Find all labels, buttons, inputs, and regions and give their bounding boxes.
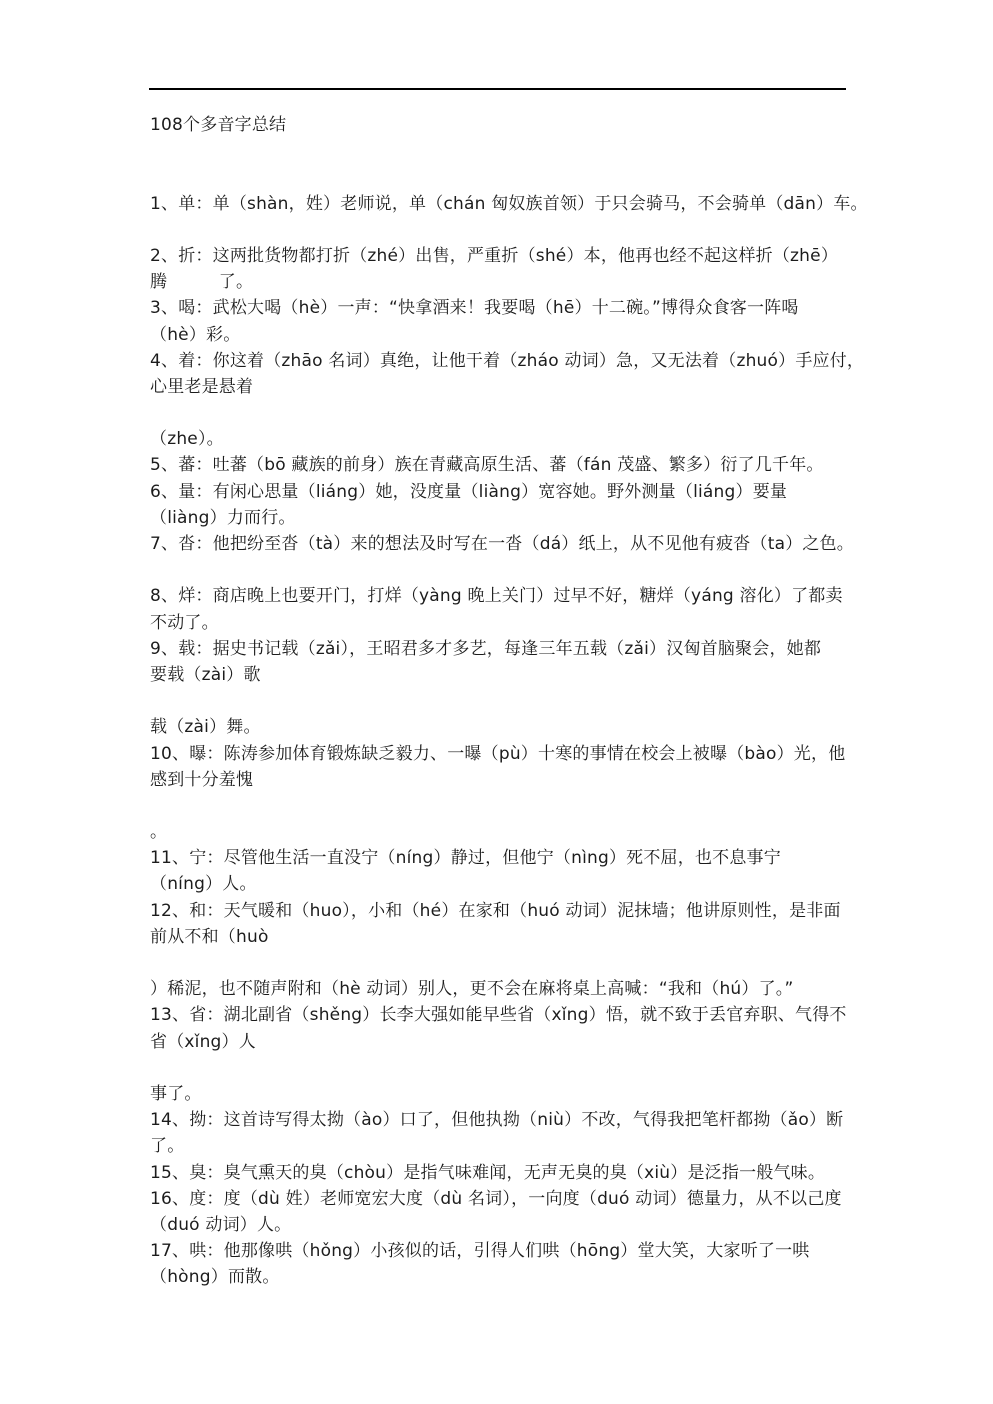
blank-line bbox=[150, 164, 862, 190]
text-line-item-11-cont: （níng）人。 bbox=[150, 874, 257, 895]
text-line-item-8: 8、烊：商店晚上也要开门，打烊（yàng 晚上关门）过早不好，糖烊（yáng 溶化）了都卖 bbox=[150, 586, 843, 607]
text-line-item-13: 13、省：湖北副省（shěng）长李大强如能早些省（xǐng）悟，就不致于丢官弃职、气得不 bbox=[150, 1005, 847, 1026]
text-line-item-12-cont2: ）稀泥，也不随声附和（hè 动词）别人，更不会在麻将桌上高喊：“我和（hú）了。” bbox=[150, 979, 794, 1000]
text-line-item-16-cont: （duó 动词）人。 bbox=[150, 1214, 292, 1235]
blank-line bbox=[150, 557, 862, 583]
text-line-item-4-cont2: （zhe）。 bbox=[150, 429, 224, 450]
text-line-item-4-cont: 心里老是悬着 bbox=[150, 376, 254, 397]
blank-line bbox=[150, 138, 862, 164]
blank-line bbox=[150, 400, 862, 426]
document-body bbox=[150, 112, 868, 1290]
text-line-item-10: 10、曝：陈涛参加体育锻炼缺乏毅力、一曝（pù）十寒的事情在校会上被曝（bào）光，他 bbox=[150, 743, 846, 764]
text-line-item-2: 2、折：这两批货物都打折（zhé）出售，严重折（shé）本，他再也经不起这样折（zhē） bbox=[150, 245, 839, 266]
text-line-item-13-cont2: 事了。 bbox=[150, 1083, 202, 1104]
header-separator-rule bbox=[149, 88, 846, 90]
blank-line bbox=[150, 1055, 862, 1081]
text-line-item-7: 7、沓：他把纷至沓（tà）来的想法及时写在一沓（dá）纸上，从不见他有疲沓（ta）之色。 bbox=[150, 534, 854, 554]
text-line-item-8-cont: 不动了。 bbox=[150, 612, 219, 633]
blank-line bbox=[150, 950, 862, 976]
text-line-item-16: 16、度：度（dù 姓）老师宽宏大度（dù 名词），一向度（duó 动词）德量力，从不以己度 bbox=[150, 1188, 842, 1209]
text-line-item-17-cont: （hòng）而散。 bbox=[150, 1267, 280, 1288]
text-line-item-2-cont: 腾 了。 bbox=[150, 272, 254, 293]
text-line-item-3: 3、喝：武松大喝（hè）一声：“快拿酒来！我要喝（hē）十二碗。”博得众食客一阵喝 bbox=[150, 298, 799, 319]
text-line-item-1: 1、单：单（shàn，姓）老师说，单（chán 匈奴族首领）于只会骑马，不会骑单（dān）车。 bbox=[150, 193, 868, 214]
blank-line bbox=[150, 793, 862, 819]
text-line-item-14-cont: 了。 bbox=[150, 1136, 185, 1157]
text-line-item-9-cont: 要载（zài）歌 bbox=[150, 664, 261, 685]
text-line-item-12-cont: 前从不和（huò bbox=[150, 926, 269, 947]
text-line-item-10-cont2: 。 bbox=[150, 822, 168, 843]
text-line-item-9: 9、载：据史书记载（zǎi），王昭君多才多艺，每逢三年五载（zǎi）汉匈首脑聚会，她都 bbox=[150, 638, 822, 659]
text-line-item-6-cont: （liàng）力而行。 bbox=[150, 507, 296, 528]
text-line-item-6: 6、量：有闲心思量（liáng）她，没度量（liàng）宽容她。野外测量（liáng）要量 bbox=[150, 481, 788, 502]
text-line-item-3-cont: （hè）彩。 bbox=[150, 324, 241, 345]
text-line-item-12: 12、和：天气暖和（huo），小和（hé）在家和（huó 动词）泥抹墙；他讲原则性，是非面 bbox=[150, 900, 841, 921]
text-line-item-9-cont2: 载（zài）舞。 bbox=[150, 717, 261, 738]
text-line-item-5: 5、蕃：吐蕃（bō 藏族的前身）族在青藏高原生活、蕃（fán 茂盛、繁多）衍了几千年。 bbox=[150, 455, 824, 476]
text-line-item-17: 17、哄：他那像哄（hǒng）小孩似的话，引得人们哄（hōng）堂大笑，大家听了一哄 bbox=[150, 1241, 810, 1262]
blank-line bbox=[150, 688, 862, 714]
text-line-item-15: 15、臭：臭气熏天的臭（chòu）是指气味难闻，无声无臭的臭（xiù）是泛指一般气味。 bbox=[150, 1162, 826, 1183]
text-line-item-11: 11、宁：尽管他生活一直没宁（níng）静过，但他宁（nìng）死不屈，也不息事宁 bbox=[150, 848, 781, 869]
document-title: 108个多音字总结 bbox=[150, 115, 287, 135]
text-line-item-4: 4、着：你这着（zhāo 名词）真绝，让他干着（zháo 动词）急，又无法着（zhuó）手应付， bbox=[150, 350, 865, 371]
text-line-item-10-cont: 感到十分羞愧 bbox=[150, 769, 254, 790]
text-line-item-13-cont: 省（xǐng）人 bbox=[150, 1031, 256, 1052]
blank-line bbox=[150, 217, 862, 243]
text-line-item-14: 14、拗：这首诗写得太拗（ào）口了，但他执拗（niù）不改，气得我把笔杆都拗（ǎo）断 bbox=[150, 1110, 844, 1131]
